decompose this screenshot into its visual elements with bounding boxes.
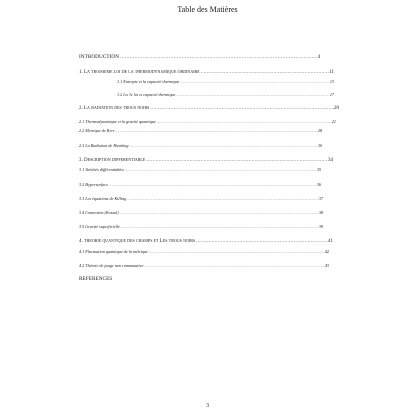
toc-page-number: 4 — [317, 54, 320, 60]
toc-entry-section-3-2[interactable] — [79, 181, 321, 189]
toc-entry-section-4-2[interactable] — [79, 262, 329, 270]
toc-label: 3.5 Gravité superficielle — [79, 224, 120, 229]
toc-page-number: 37 — [318, 196, 323, 201]
toc-entry-section-2-1[interactable] — [79, 118, 336, 126]
toc-label: INTRODUCTION — [79, 54, 120, 60]
toc-page-number: 17 — [329, 92, 334, 97]
toc-leader — [176, 91, 330, 99]
toc-page-number: 41 — [328, 239, 333, 244]
toc-entry-section-1-1[interactable] — [117, 78, 334, 86]
toc-label: 1. La troisieme loi de la thermodynamique ordinaire — [79, 70, 200, 75]
toc-label: 3.4 Connexion (Koszul) — [79, 210, 119, 215]
toc-label: 4.2 Théorie de jauge non commutative — [79, 263, 144, 268]
toc-entry-chapter-3[interactable] — [79, 157, 333, 165]
toc-label: 3.3 Les équations de Killing — [79, 196, 127, 201]
toc-page-number: 20 — [334, 106, 339, 111]
toc-entry-section-2-2[interactable] — [79, 127, 322, 135]
toc-page-number: 13 — [329, 79, 334, 84]
toc-entry-section-3-5[interactable] — [79, 223, 323, 231]
toc-entry-introduction[interactable] — [79, 53, 320, 61]
toc-page-number: 42 — [324, 249, 329, 254]
toc-label: 4. theorie quantique des champs et Les trous noirs — [79, 239, 196, 244]
toc-leader — [156, 118, 332, 126]
toc-leader — [120, 223, 319, 231]
toc-entry-section-3-4[interactable] — [79, 209, 323, 217]
toc-page-number: 34 — [328, 158, 333, 163]
toc-entry-chapter-4[interactable] — [79, 238, 333, 246]
toc-entry-section-4-1[interactable] — [79, 248, 329, 256]
toc-leader — [119, 209, 319, 217]
toc-leader — [108, 181, 317, 189]
toc-leader — [115, 127, 318, 135]
page-number: 3 — [206, 403, 209, 409]
toc-entry-chapter-1[interactable] — [79, 69, 334, 77]
toc-leader — [119, 53, 317, 61]
toc-entry-chapter-2[interactable] — [79, 105, 339, 113]
toc-label: 2. La radiation des trous noirs — [79, 106, 150, 111]
toc-label: 3.1 Variétés différentiables — [79, 167, 124, 172]
toc-leader — [149, 105, 334, 113]
toc-label: 1.2 La 3e loi et capacité thermique — [117, 92, 176, 97]
toc-page-number: 39 — [318, 224, 323, 229]
toc-leader — [128, 142, 317, 150]
toc-leader — [195, 238, 328, 246]
toc-leader — [145, 157, 328, 165]
toc-leader — [200, 69, 330, 77]
toc-label: 1.1 Entropie et la capacité thermique — [117, 79, 180, 84]
toc-label: 2.3 La Radiation de Hawking — [79, 143, 129, 148]
toc-entry-section-2-3[interactable] — [79, 142, 322, 150]
toc-page-number: 36 — [316, 182, 321, 187]
toc-leader — [179, 78, 329, 86]
toc-label: 4.1 Fluctuation quantique de la métrique — [79, 249, 148, 254]
toc-page-number: 43 — [324, 263, 329, 268]
toc-label: 2.1 Thermodynamique et la gravité quantique — [79, 119, 156, 124]
references-heading[interactable]: REFERENCES — [79, 276, 113, 282]
toc-page-number: 30 — [317, 143, 322, 148]
toc-page-number: 35 — [316, 167, 321, 172]
toc-label: 2.2 Metrique de Kerr — [79, 128, 115, 133]
toc-entry-section-3-1[interactable] — [79, 166, 321, 174]
toc-leader — [143, 262, 324, 270]
toc-page-number: 38 — [318, 210, 323, 215]
toc-leader — [148, 248, 325, 256]
toc-entry-section-1-2[interactable] — [117, 91, 334, 99]
toc-entry-section-3-3[interactable] — [79, 195, 323, 203]
toc-leader — [126, 195, 319, 203]
toc-label: 3. Description differentiable — [79, 158, 146, 163]
toc-page-number: 11 — [329, 70, 334, 75]
page-title: Table des Matières — [177, 5, 238, 14]
toc-page-number: 28 — [317, 128, 322, 133]
toc-page-number: 21 — [331, 119, 336, 124]
toc-label: 3.2 Hypersurface — [79, 182, 109, 187]
toc-leader — [124, 166, 317, 174]
